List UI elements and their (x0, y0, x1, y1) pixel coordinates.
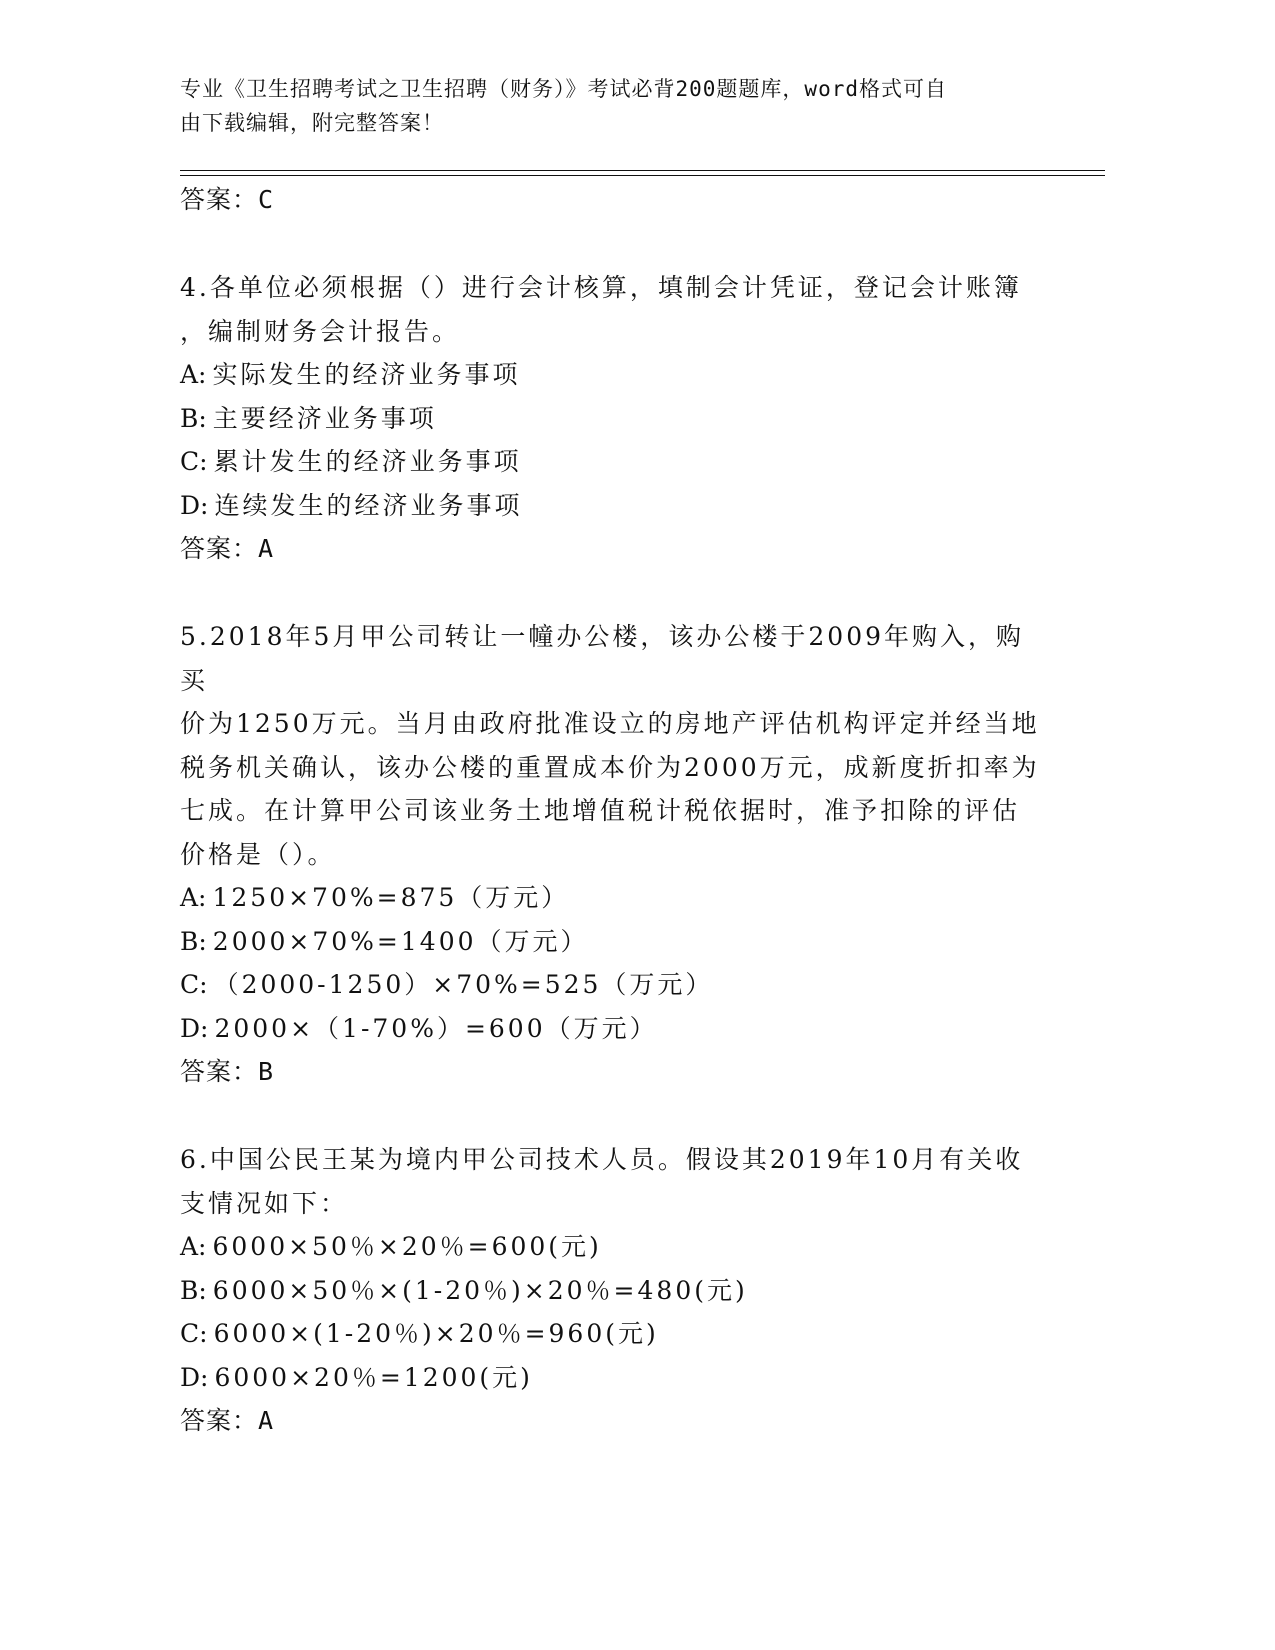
header-divider-bottom (180, 175, 1105, 176)
option-a: A: 1250×70%=875（万元） (180, 883, 570, 912)
document-body (180, 178, 1040, 1443)
question-stem-line: 价为1250万元。当月由政府批准设立的房地产评估机构评定并经当地 (180, 709, 1040, 738)
question-5 (180, 615, 1040, 1094)
answer: 答案：A (180, 534, 275, 563)
answer: 答案：A (180, 1406, 275, 1435)
option-d: D: 2000×（1-70%）=600（万元） (180, 1013, 658, 1043)
answer: 答案：B (180, 1057, 275, 1086)
option-d: D: 连续发生的经济业务事项 (180, 490, 523, 520)
option-c: C: 6000×(1-20％)×20％=960(元) (180, 1319, 659, 1348)
option-b: B: 2000×70%=1400（万元） (180, 926, 589, 956)
option-a: A: 6000×50％×20％=600(元) (180, 1232, 602, 1261)
header-title-line-2: 由下载编辑，附完整答案！ (180, 111, 444, 135)
question-stem-line: 5.2018年5月甲公司转让一幢办公楼，该办公楼于2009年购入，购买 (180, 622, 1025, 695)
option-b: B: 6000×50％×(1-20％)×20％=480(元) (180, 1275, 748, 1305)
question-6 (180, 1138, 1040, 1443)
option-a: A: 实际发生的经济业务事项 (180, 360, 521, 389)
question-stem-line: ，编制财务会计报告。 (180, 316, 461, 346)
option-d: D: 6000×20％=1200(元) (180, 1362, 533, 1392)
option-c: C: （2000-1250）×70%=525（万元） (180, 970, 714, 999)
question-stem-line: 4.各单位必须根据（）进行会计核算，填制会计凭证，登记会计账簿 (180, 273, 1022, 302)
option-b: B: 主要经济业务事项 (180, 403, 437, 433)
header-divider-top (180, 170, 1105, 171)
document-header (180, 72, 1040, 140)
question-stem-line: 七成。在计算甲公司该业务土地增值税计税依据时，准予扣除的评估 (180, 796, 1021, 825)
question-stem-line: 6.中国公民王某为境内甲公司技术人员。假设其2019年10月有关收 (180, 1145, 1024, 1174)
question-stem-line: 支情况如下： (180, 1188, 349, 1218)
question-stem-line: 价格是（）。 (180, 839, 336, 869)
header-title-line-1: 专业《卫生招聘考试之卫生招聘（财务）》考试必背200题题库，word格式可自 (180, 77, 947, 101)
option-c: C: 累计发生的经济业务事项 (180, 447, 522, 476)
answer-previous: 答案：C (180, 185, 275, 214)
question-4 (180, 266, 1040, 571)
question-stem-line: 税务机关确认，该办公楼的重置成本价为2000万元，成新度折扣率为 (180, 752, 1040, 782)
